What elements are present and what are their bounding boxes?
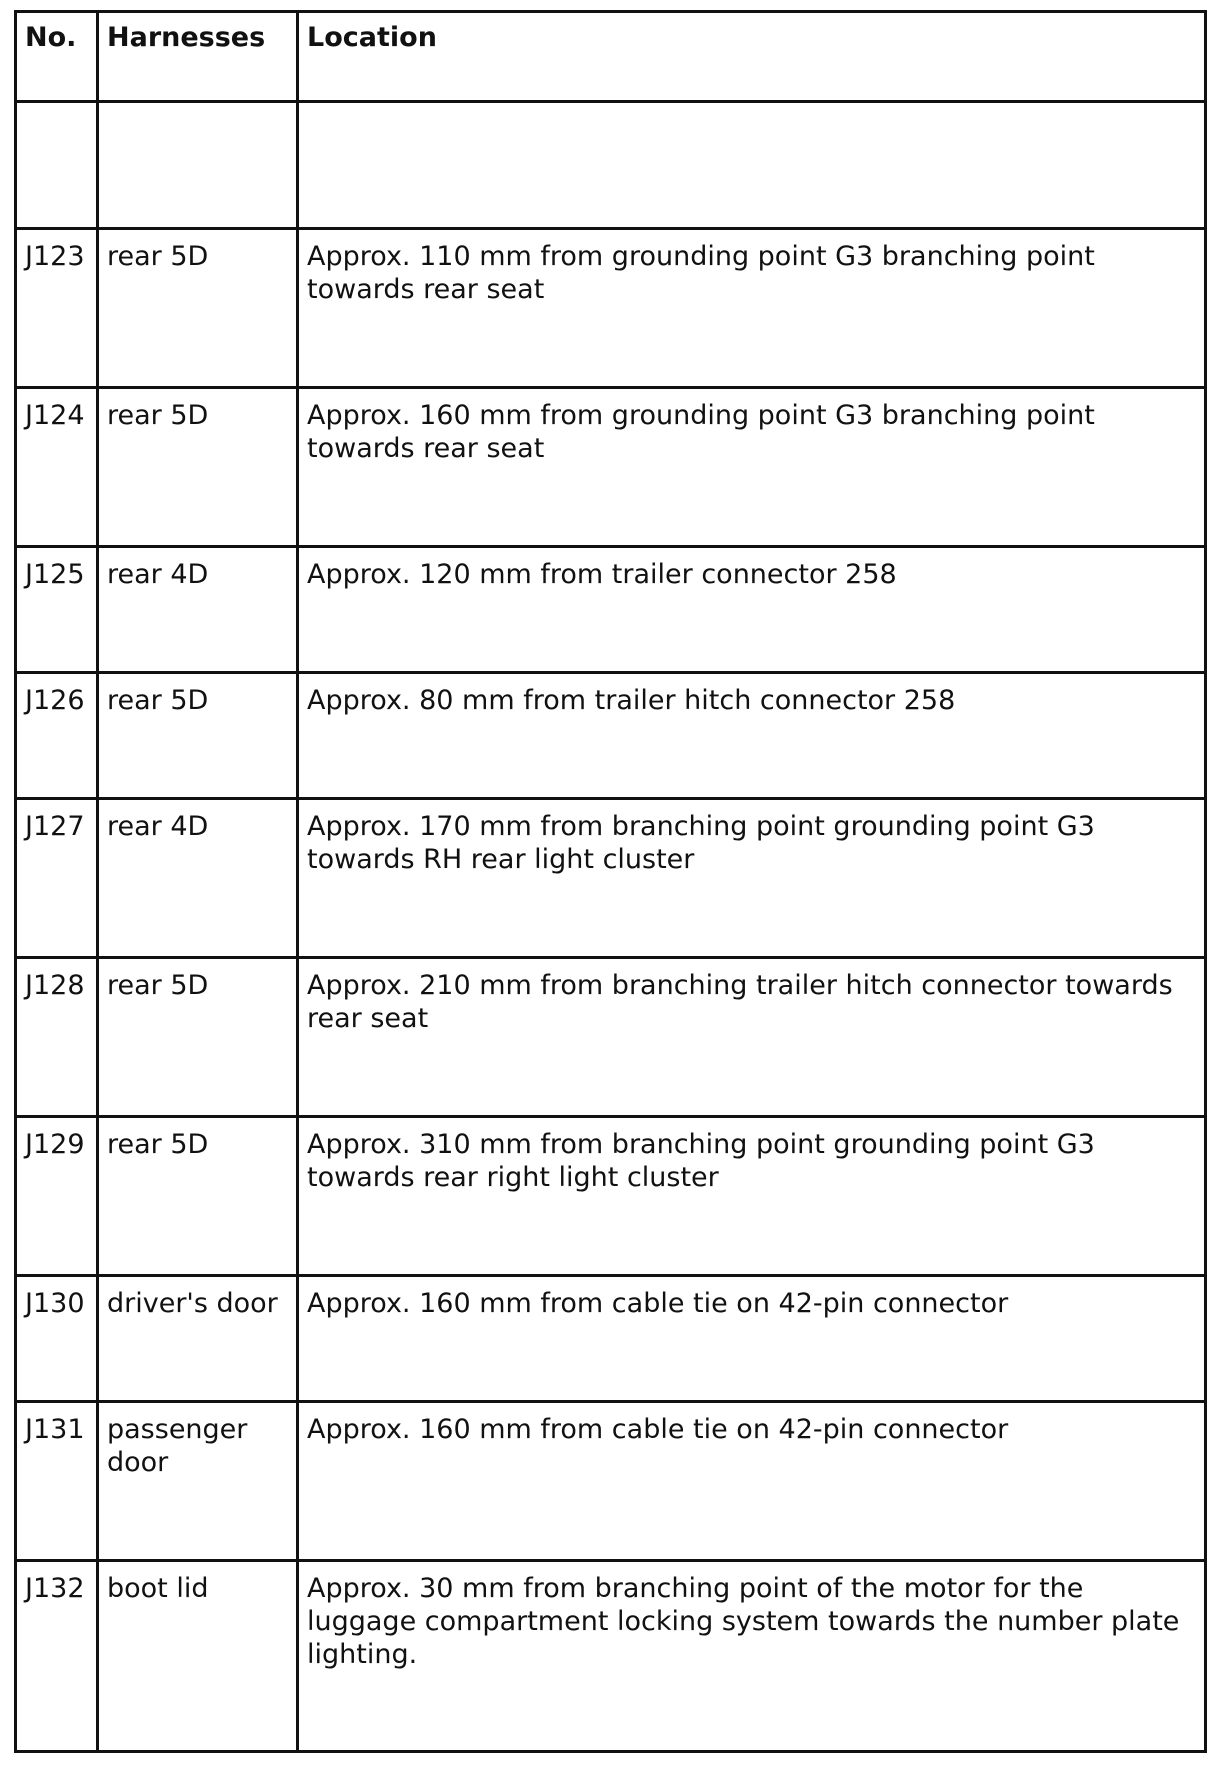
cell-harness: rear 5D [98, 388, 298, 547]
cell-no: J129 [16, 1117, 98, 1276]
table-row [16, 673, 1206, 799]
cell-harness: rear 4D [98, 799, 298, 958]
table-row [16, 958, 1206, 1117]
cell-harness: passenger door [98, 1402, 298, 1561]
table-row [16, 1561, 1206, 1752]
cell-location: Approx. 80 mm from trailer hitch connector 258 [298, 673, 1206, 799]
cell-harness: rear 5D [98, 1117, 298, 1276]
table-row [16, 388, 1206, 547]
cell-location [298, 102, 1206, 229]
cell-no: J126 [16, 673, 98, 799]
harness-location-table [14, 10, 1207, 1753]
table-row [16, 547, 1206, 673]
cell-location: Approx. 160 mm from grounding point G3 branching point towards rear seat [298, 388, 1206, 547]
table-row [16, 1117, 1206, 1276]
cell-no: J128 [16, 958, 98, 1117]
cell-no: J130 [16, 1276, 98, 1402]
header-location: Location [298, 12, 1206, 102]
cell-location: Approx. 210 mm from branching trailer hitch connector towards rear seat [298, 958, 1206, 1117]
cell-no: J132 [16, 1561, 98, 1752]
cell-harness: rear 5D [98, 673, 298, 799]
cell-location: Approx. 110 mm from grounding point G3 branching point towards rear seat [298, 229, 1206, 388]
table-row [16, 1402, 1206, 1561]
cell-harness: driver's door [98, 1276, 298, 1402]
cell-location: Approx. 30 mm from branching point of the motor for the luggage compartment locking system towards the number plate lighting. [298, 1561, 1206, 1752]
cell-no: J123 [16, 229, 98, 388]
cell-location: Approx. 160 mm from cable tie on 42-pin connector [298, 1276, 1206, 1402]
cell-harness: rear 5D [98, 958, 298, 1117]
cell-location: Approx. 120 mm from trailer connector 258 [298, 547, 1206, 673]
header-harnesses: Harnesses [98, 12, 298, 102]
table-row [16, 799, 1206, 958]
cell-no: J131 [16, 1402, 98, 1561]
cell-harness: rear 4D [98, 547, 298, 673]
cell-location: Approx. 170 mm from branching point grounding point G3 towards RH rear light cluster [298, 799, 1206, 958]
table-row [16, 102, 1206, 229]
table-header-row [16, 12, 1206, 102]
cell-no: J125 [16, 547, 98, 673]
cell-harness: rear 5D [98, 229, 298, 388]
header-no: No. [16, 12, 98, 102]
cell-harness [98, 102, 298, 229]
table-row [16, 229, 1206, 388]
cell-harness: boot lid [98, 1561, 298, 1752]
cell-no [16, 102, 98, 229]
cell-location: Approx. 160 mm from cable tie on 42-pin connector [298, 1402, 1206, 1561]
table-row [16, 1276, 1206, 1402]
cell-location: Approx. 310 mm from branching point grounding point G3 towards rear right light cluster [298, 1117, 1206, 1276]
cell-no: J127 [16, 799, 98, 958]
cell-no: J124 [16, 388, 98, 547]
